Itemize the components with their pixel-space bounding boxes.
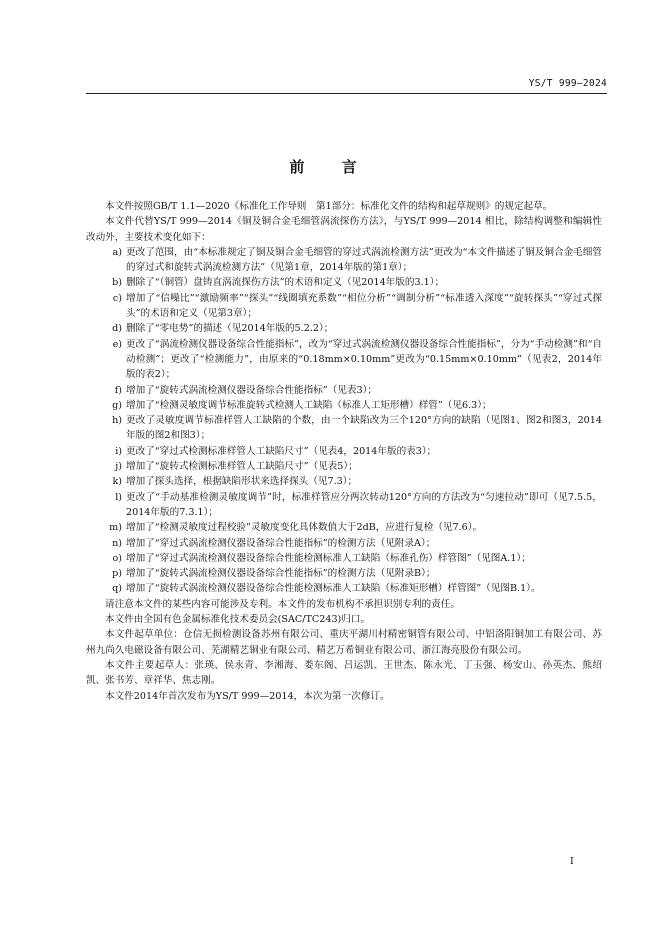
change-item bbox=[86, 321, 602, 336]
change-label: b) bbox=[112, 277, 122, 289]
change-item bbox=[86, 520, 602, 535]
change-label: m) bbox=[109, 522, 122, 534]
change-item bbox=[86, 444, 602, 459]
change-text: 增加了探头选择，根据缺陷形状来选择探头（见7.3）； bbox=[126, 476, 358, 488]
change-text: 更改了“手动基准检测灵敏度调节”时，标准样管应分两次转动120°方向的方法改为“匀速拉动”即可（见7.5.5，2014年版的7.3.1）； bbox=[126, 491, 602, 518]
change-text: 更改了“涡流检测仪器设备综合性能指标”，改为“穿过式涡流检测仪器设备综合性能指标”，分为“手动检测”和“自动检测”；更改了“检测能力”，由原来的“0.18mm×0.10mm”更改为“0.15mm×0.10mm”（见表2，2014年版的表2）； bbox=[126, 338, 602, 381]
change-label: o) bbox=[112, 552, 122, 564]
change-text: 更改了“穿过式检测标准样管人工缺陷尺寸”（见表4，2014年版的表3）； bbox=[126, 445, 437, 457]
intro-paragraph: 本文件按照GB/T 1.1—2020《标准化工作导则 第1部分：标准化文件的结构和起草规则》的规定起草。 bbox=[105, 201, 553, 212]
change-label: l) bbox=[115, 491, 122, 503]
patent-notice: 请注意本文件的某些内容可能涉及专利。本文件的发布机构不承担识别专利的责任。 bbox=[105, 598, 460, 610]
change-item bbox=[86, 413, 602, 444]
change-item bbox=[86, 474, 602, 489]
change-label: n) bbox=[112, 537, 122, 549]
change-item bbox=[86, 566, 602, 581]
change-item bbox=[86, 275, 602, 290]
change-label: q) bbox=[112, 583, 122, 595]
change-text: 增加了“检测灵敏度过程校验”灵敏度变化具体数值大于2dB，应进行复检（见7.6）。 bbox=[126, 522, 483, 534]
change-text: 删除了“（铜管）盘铸直涡流探伤方法”的术语和定义（见2014年版的3.1）； bbox=[126, 277, 445, 289]
change-item bbox=[86, 398, 602, 413]
change-text: 更改了灵敏度调节标准样管人工缺陷的个数，由一个缺陷改为三个120°方向的缺陷（见图1、图2和图3，2014年版的图2和图3）； bbox=[126, 415, 602, 442]
drafting-units: 本文件起草单位：仓信无损检测设备苏州有限公司、重庆平湖川村精密铜管有限公司、中铝洛阳铜加工有限公司、苏州九尚久电磁设备有限公司、芜湖精艺铜业有限公司、精艺万希铜业有限公司、浙江海亮股份有限公司。 bbox=[86, 629, 602, 656]
change-item bbox=[86, 490, 602, 521]
change-text: 增加了“穿过式涡流检测仪器设备综合性能指标”的检测方法（见附录A）； bbox=[126, 537, 436, 549]
change-label: d) bbox=[112, 323, 122, 335]
page-number: I bbox=[570, 856, 574, 867]
change-label: h) bbox=[112, 415, 122, 427]
change-text: 更改了范围，由“本标准规定了铜及铜合金毛细管的穿过式涡流检测方法”更改为“本文件描述了铜及铜合金毛细管的穿过式和旋转式涡流检测方法”（见第1章，2014年版的第1章）； bbox=[126, 246, 602, 274]
change-text: 增加了“旋转式涡流检测仪器设备综合性能指标”的检测方法（见附录B）； bbox=[126, 568, 436, 580]
drafters: 本文件主要起草人：张瑛、侯永青、李湘海、娄东阁、吕运凯、王世杰、陈永光、丁玉强、杨安山、孙英杰、熊绍凯、张书芳、章祥华、焦志刚。 bbox=[86, 659, 602, 687]
change-label: f) bbox=[114, 384, 122, 396]
change-item bbox=[86, 245, 602, 276]
change-text: 增加了“旋转式涡流检测仪器设备综合性能指标”（见表3）； bbox=[126, 384, 377, 396]
change-text: 增加了“旋转式涡流检测仪器设备综合性能检测标准人工缺陷（标准矩形槽）样管图”（见图B.1）。 bbox=[126, 583, 541, 595]
change-label: p) bbox=[112, 568, 122, 580]
page-title: 前 言 bbox=[289, 158, 373, 176]
change-item bbox=[86, 291, 602, 322]
committee-statement: 本文件由全国有色金属标准化技术委员会(SAC/TC243)归口。 bbox=[105, 614, 371, 626]
change-text: 增加了“检测灵敏度调节标准旋转式检测人工缺陷（标准人工矩形槽）样管”（见6.3）； bbox=[126, 399, 492, 411]
change-label: e) bbox=[112, 338, 122, 350]
publication-history: 本文件2014年首次发布为YS/T 999—2014，本次为第一次修订。 bbox=[105, 690, 390, 702]
change-label: c) bbox=[112, 292, 122, 304]
change-label: j) bbox=[115, 461, 122, 473]
change-text: 删除了“零电势”的描述（见2014年版的5.2.2）； bbox=[126, 323, 334, 335]
foreword-body bbox=[86, 199, 602, 704]
header-rule bbox=[86, 93, 607, 94]
change-label: k) bbox=[112, 476, 122, 488]
change-text: 增加了“信噪比”“激励频率”“探头”“线圈填充系数”“相位分析”“调制分析”“标准透入深度”“旋转探头”“穿过式探头”的术语和定义（见第3章）； bbox=[126, 292, 602, 320]
change-label: g) bbox=[112, 399, 122, 411]
change-item bbox=[86, 459, 602, 474]
change-label: i) bbox=[115, 445, 122, 457]
change-text: 增加了“穿过式涡流检测仪器设备综合性能检测标准人工缺陷（标准孔伤）样管图”（见图A.1）； bbox=[126, 552, 531, 564]
change-label: a) bbox=[112, 246, 122, 258]
change-item bbox=[86, 383, 602, 398]
change-item bbox=[86, 551, 602, 566]
document-code: YS/T 999—2024 bbox=[528, 78, 607, 89]
change-item bbox=[86, 536, 602, 551]
intro-paragraph: 本文件代替YS/T 999—2014《铜及铜合金毛细管涡流探伤方法》，与YS/T 999—2014 相比，除结构调整和编辑性改动外，主要技术变化如下： bbox=[86, 216, 602, 243]
change-item bbox=[86, 337, 602, 383]
change-text: 增加了“旋转式检测标准样管人工缺陷尺寸”（见表5）； bbox=[126, 461, 358, 473]
change-item bbox=[86, 581, 602, 596]
